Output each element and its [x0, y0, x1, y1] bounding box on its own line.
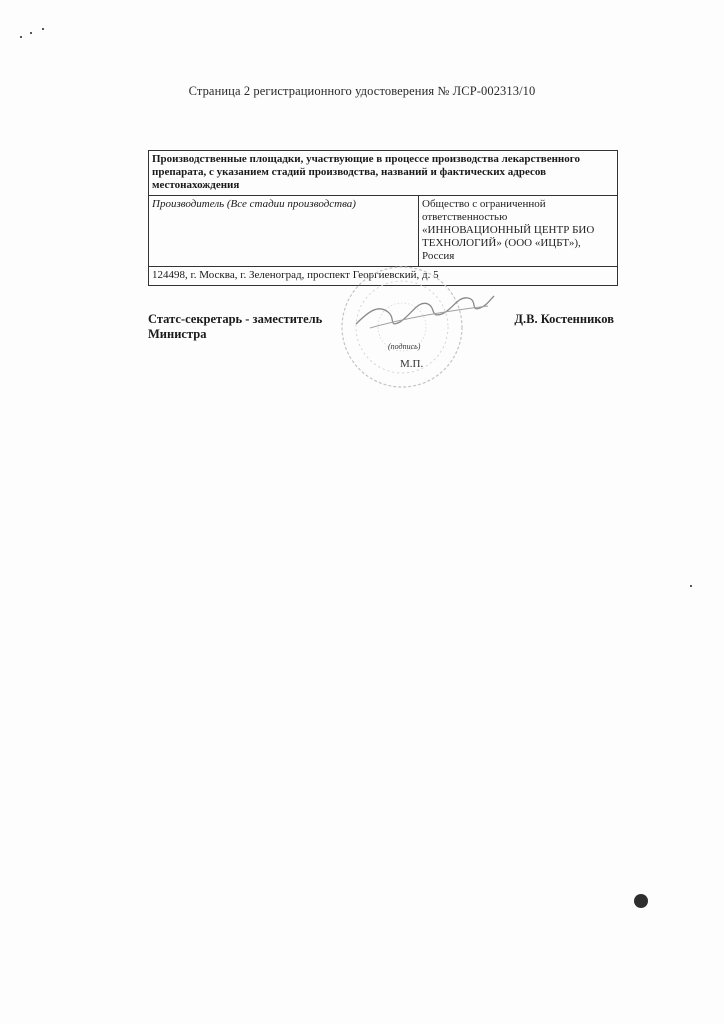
scan-speck: [30, 32, 32, 34]
manufacturer-role: Производитель (Все стадии производства): [149, 196, 419, 267]
signature-block: [148, 312, 618, 382]
seal-place-label: М.П.: [400, 358, 424, 370]
signer-name: Д.В. Костенников: [514, 312, 614, 326]
scan-speck: [42, 28, 44, 30]
signature-caption: (подпись): [388, 342, 421, 351]
page-header: Страница 2 регистрационного удостоверения № ЛСР-002313/10: [188, 84, 536, 98]
scan-speck: [690, 585, 692, 587]
scan-speck: [20, 36, 22, 38]
manufacturer-name: Общество с ограниченной ответственностью «ИННОВАЦИОННЫЙ ЦЕНТР БИО ТЕХНОЛОГИЙ» (ООО «ИЦБТ»), Россия: [419, 196, 618, 267]
table-row: [149, 151, 618, 196]
table-row: [149, 196, 618, 267]
table-heading: Производственные площадки, участвующие в процессе производства лекарственного препарата, с указанием стадий производства, названий и фактических адресов местонахождения: [149, 151, 618, 196]
manufacturer-address: 124498, г. Москва, г. Зеленоград, проспект Георгиевский, д. 5: [149, 267, 618, 286]
signer-position: Статс-секретарь - заместитель Министра: [148, 312, 323, 341]
hole-punch-mark: [634, 894, 648, 908]
